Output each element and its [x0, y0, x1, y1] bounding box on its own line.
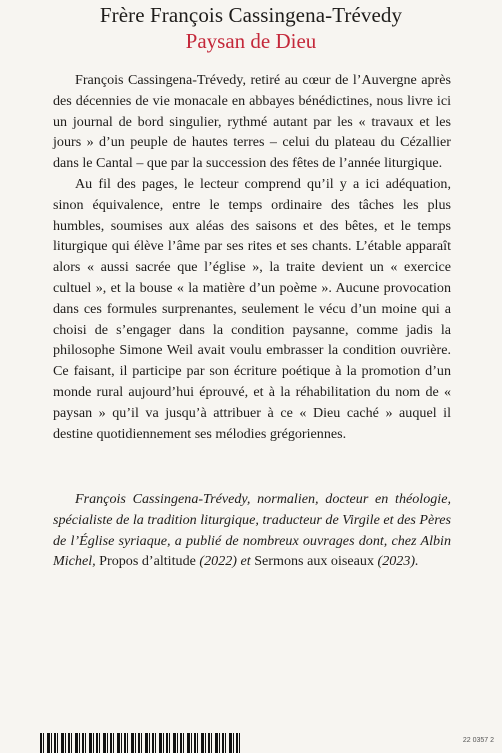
blurb-paragraph-2: Au fil des pages, le lecteur comprend qu’il y a ici adéquation, sinon équivalence, entre le temps ordinaire des tâches les plus humbles, soumises aux aléas des saisons et des bêtes, et le temps liturgique qui élève l’âme par ses rites et ses chants. L’étable apparaît alors « aussi sacrée que l’église », la traite devient un « exercice cultuel », et la bouse « la matière d’un poème ». Aucune provocation dans ces formules surprenantes, seulement le vécu d’un moine qui a choisi de s’engager dans la condition paysanne, comme jadis la philosophe Simone Weil avait voulu embrasser la condition ouvrière. Ce faisant, il participe par son écriture poétique à la promotion d’un monde rural aujourd’hui éprouvé, et à la réhabilitation du nom de « paysan » qu’il va jusqu’à attribuer à ce « Dieu caché » auquel il destine quotidiennement ses mélodies grégoriennes. [53, 175, 451, 442]
book-title: Paysan de Dieu [185, 29, 317, 53]
barcode [40, 733, 240, 753]
blurb [53, 70, 451, 444]
barcode-number: 22 0357 2 [462, 737, 494, 744]
blurb-paragraph-1: François Cassingena-Trévedy, retiré au cœur de l’Auvergne après des décennies de vie monacale en abbayes bénédictines, nous livre ici un journal de bord singulier, rythmé autant par les « travaux et les jours » d’un peuple de hautes terres – celui du plateau du Cézallier dans le Cantal – que par la succession des fêtes de l’année liturgique. [53, 72, 451, 172]
bio-text-2: (2022) et [199, 553, 251, 570]
bio-book-1: Propos d’altitude [95, 553, 200, 570]
bio-text-1: François Cassingena-Trévedy, normalien, docteur en théologie, spécialiste de la tradition liturgique, traducteur de Virgile et des Pères de l’Église syriaque, a publié de nombreux ouvrages dont, chez Albin Michel, [53, 491, 451, 570]
bio-text-3: (2023). [377, 553, 419, 570]
bio-book-2: Sermons aux oiseaux [250, 553, 378, 570]
author-name: Frère François Cassingena-Trévedy [99, 3, 403, 27]
author-bio [53, 489, 451, 572]
